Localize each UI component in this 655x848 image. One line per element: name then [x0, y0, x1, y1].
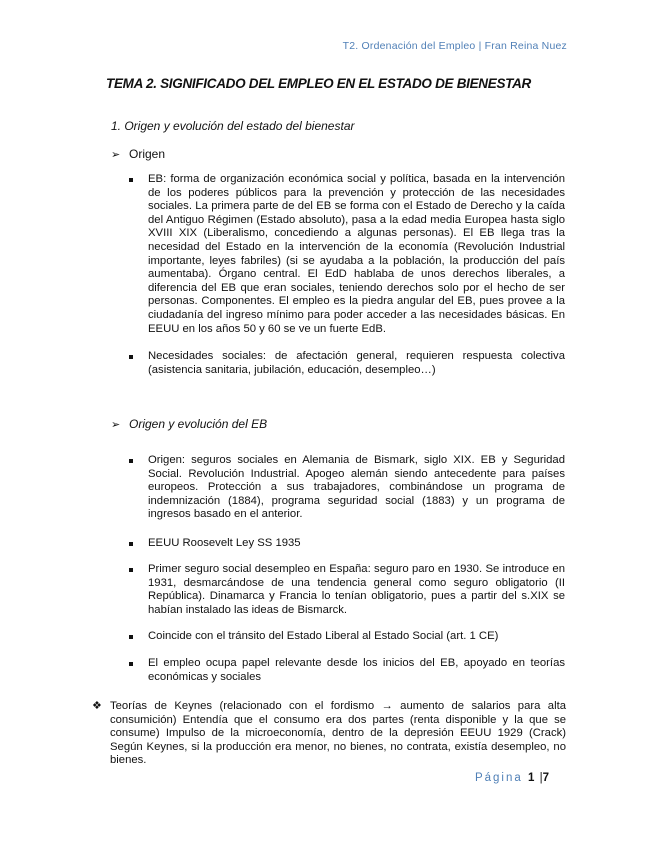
page-footer — [475, 772, 549, 784]
list-item-text: Coincide con el tránsito del Estado Liberal al Estado Social (art. 1 CE) — [148, 630, 499, 642]
diamond-bullet-icon: ❖ — [92, 700, 102, 712]
square-bullet-icon — [129, 542, 133, 546]
list-item-text: EEUU Roosevelt Ley SS 1935 — [148, 537, 301, 549]
list-item — [129, 563, 565, 617]
keynes-paragraph — [92, 700, 566, 768]
section-heading: 1. Origen y evolución del estado del bienestar — [111, 119, 355, 133]
document-title: TEMA 2. SIGNIFICADO DEL EMPLEO EN EL ESTADO DE BIENESTAR — [106, 76, 531, 91]
list-item-text: Primer seguro social desempleo en España: seguro paro en 1930. Se introduce en 1931, desmarcándose de una tendencia general como seguro obligatorio (II República). Dinamarca y Francia lo tenían obligatorio, pues a partir del s.XIX se habían instalado las ideas de Bismarck. — [148, 563, 565, 616]
list-item — [129, 173, 565, 336]
subheading-origen — [111, 147, 165, 161]
page-label: Página — [474, 772, 523, 784]
square-bullet-icon — [129, 662, 133, 666]
page-number: 1 — [527, 772, 535, 784]
arrow-bullet-icon: ➢ — [111, 419, 121, 431]
list-item — [129, 630, 565, 644]
arrow-bullet-icon: ➢ — [111, 149, 121, 161]
subheading-origen-evolucion — [111, 417, 267, 431]
list-item-text: Necesidades sociales: de afectación general, requieren respuesta colectiva (asistencia sanitaria, jubilación, educación, desempleo…) — [148, 350, 565, 376]
list-item — [129, 454, 565, 522]
list-item — [129, 657, 565, 684]
running-header: T2. Ordenación del Empleo | Fran Reina Nuez — [342, 40, 567, 52]
subheading-label: Origen y evolución del EB — [129, 417, 268, 431]
square-bullet-icon — [129, 355, 133, 359]
square-bullet-icon — [129, 635, 133, 639]
square-bullet-icon — [129, 568, 133, 572]
subheading-label: Origen — [129, 147, 166, 161]
list-item-text: EB: forma de organización económica social y política, basada en la intervención de los poderes públicos para la prevención y protección de las necesidades sociales. La primera parte de del EB se forma con el Estado de Derecho y la caída del Antiguo Régimen (Estado absoluto), pasa a la edad media Europea hasta siglo XVIII XIX (Liberalismo, concediendo a algunas personas). El EB llega tras la necesidad del Estado en la intervención de la economía (Revolución Industrial importante, leyes fabriles) (si se ayudaba a la población, la producción del país aumentaba). Órgano central. El EdD hablaba de unos derechos liberales, a diferencia del EB que eran sociales, teniendo derechos solo por el hecho de ser personas. Componentes. El empleo es la piedra angular del EB, pues provee a la ciudadanía del ingreso mínimo para poder acceder a las necesidades básicas. En EEUU en los años 50 y 60 se ve un fuerte EdB. — [148, 173, 565, 335]
list-item — [129, 350, 565, 377]
page-separator: | — [539, 772, 543, 784]
square-bullet-icon — [129, 459, 133, 463]
list-item — [129, 537, 565, 551]
list-item-text: Origen: seguros sociales en Alemania de Bismark, siglo XIX. EB y Seguridad Social. Revolución Industrial. Apogeo alemán siendo antecedente para países europeos. Protección a sus trabajadores, combinándose un programa de indemnización (1884), programa seguridad social (1883) y un programa de ingresos basado en el anterior. — [148, 454, 565, 521]
square-bullet-icon — [129, 178, 133, 182]
keynes-text: Teorías de Keynes (relacionado con el fordismo → aumento de salarios para alta consumición) Entendía que el consumo era dos partes (renta disponible y la que se consume) Impulso de la microeconomía, dentro de la depresión EEUU 1929 (Crack) Según Keynes, si la producción era menor, no bienes, no contrata, existía desempleo, no bienes. — [110, 700, 566, 767]
page-total: 7 — [542, 772, 549, 784]
list-item-text: El empleo ocupa papel relevante desde los inicios del EB, apoyado en teorías económicas y sociales — [148, 657, 565, 683]
